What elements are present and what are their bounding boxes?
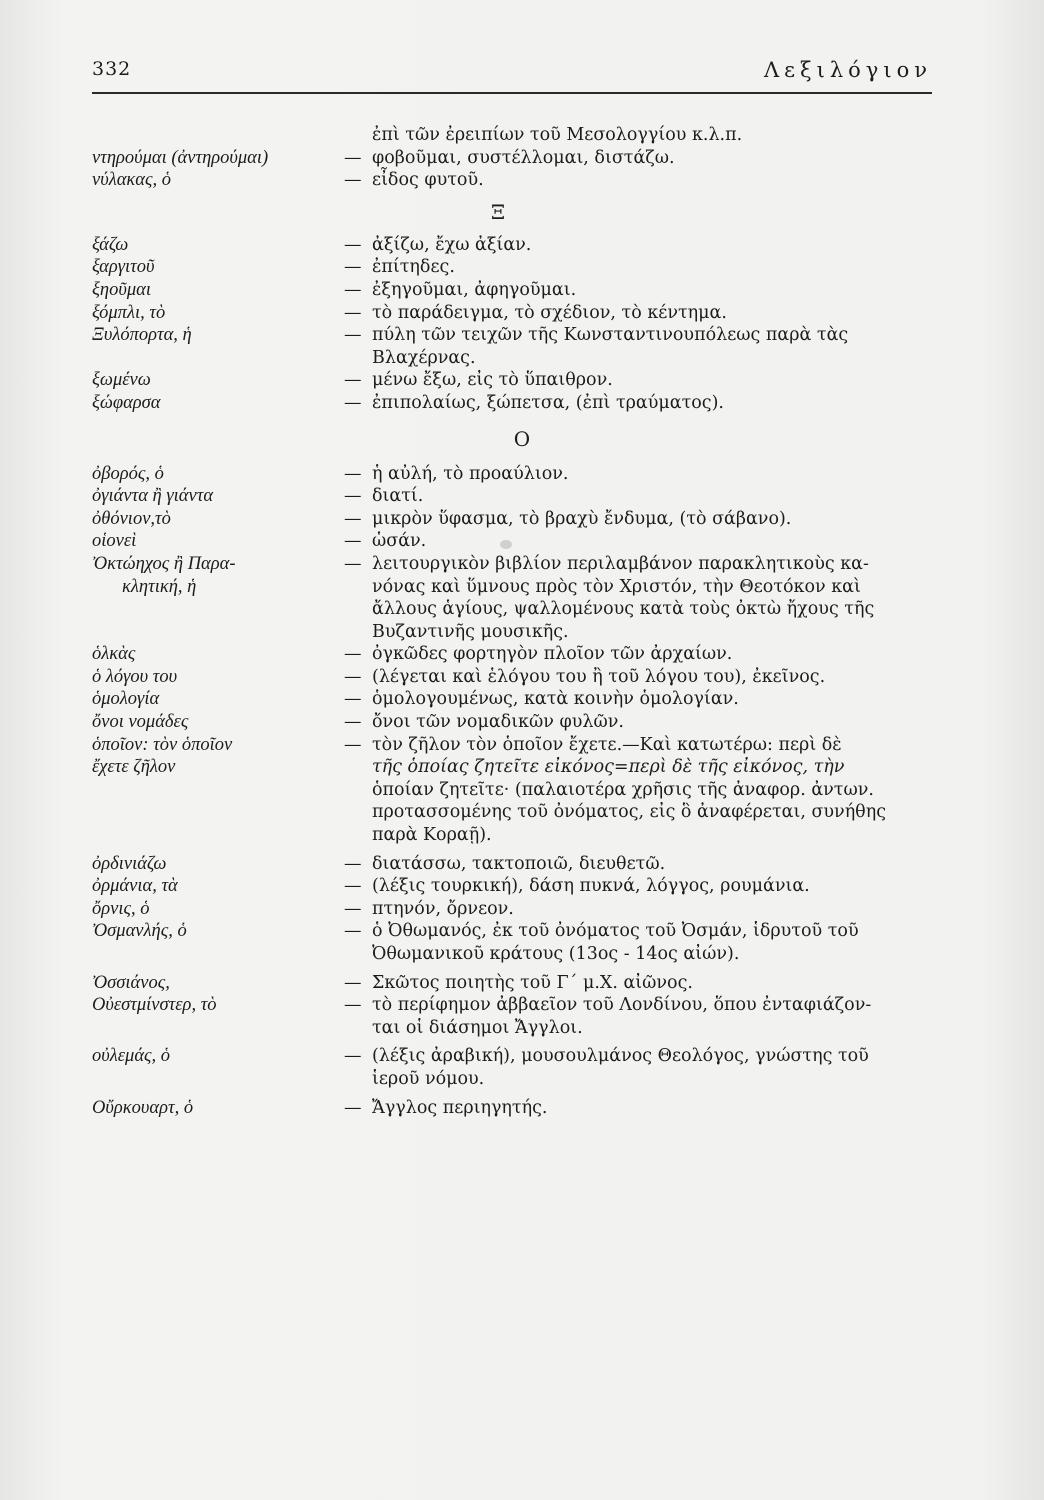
- headword: ὁμολογία: [92, 689, 160, 710]
- list-item: [0, 553, 1044, 576]
- definition-continuation: προτασσομένης τοῦ ὀνόματος, εἰς ὃ ἀναφέρεται, συνήθης: [372, 802, 886, 823]
- definition: πύλη τῶν τειχῶν τῆς Κωνσταντινουπόλεως παρὰ τὰς: [372, 325, 849, 346]
- definition: ὁμολογουμένως, κατὰ κοινὴν ὁμολογίαν.: [372, 689, 739, 710]
- headword: ξωμένω: [92, 370, 151, 391]
- list-item-continuation: [0, 943, 1044, 966]
- headword: ξαργιτοῦ: [92, 257, 155, 278]
- list-item-continuation: [0, 621, 1044, 644]
- headword: ὁποῖον: τὸν ὁποῖον: [92, 734, 233, 755]
- headword: Ὀσμανλής, ὁ: [92, 921, 187, 942]
- em-dash: —: [344, 234, 362, 255]
- definition-continuation: ὁποίαν ζητεῖτε· (παλαιοτέρα χρῆσις τῆς ἀναφορ. ἀντων.: [372, 779, 874, 800]
- section-letter-xi: Ξ: [490, 199, 506, 224]
- em-dash: —: [344, 644, 362, 665]
- definition-continuation: ἱεροῦ νόμου.: [372, 1068, 485, 1089]
- list-item-continuation: [0, 1068, 1044, 1091]
- em-dash: —: [344, 279, 362, 300]
- list-item: [0, 508, 1044, 531]
- em-dash: —: [344, 463, 362, 484]
- definition: (λέξις ἀραβική), μουσουλμάνος Θεολόγος, γνώστης τοῦ: [372, 1046, 869, 1067]
- list-item-continuation: [0, 347, 1044, 370]
- headword: οἱονεὶ: [92, 531, 137, 552]
- headword: Ὀκτώηχος ἢ Παρα-: [92, 553, 236, 574]
- definition: ἐπιπολαίως, ξώπετσα, (ἐπὶ τραύματος).: [372, 392, 724, 413]
- headword: ὀρδινιάζω: [92, 853, 167, 874]
- definition: Σκῶτος ποιητὴς τοῦ Γ΄ μ.Χ. αἰῶνος.: [372, 972, 693, 993]
- list-item: [0, 853, 1044, 876]
- headword: ξώφαρσα: [92, 392, 161, 413]
- em-dash: —: [344, 147, 362, 168]
- list-item-continuation: [0, 1017, 1044, 1040]
- em-dash: —: [344, 666, 362, 687]
- headword: Ξυλόπορτα, ἡ: [92, 325, 192, 346]
- list-item-continuation: [0, 779, 1044, 802]
- headword: Οὐεστμίνστερ, τὸ: [92, 995, 217, 1016]
- em-dash: —: [344, 486, 362, 507]
- list-item: [0, 920, 1044, 943]
- definition: ὁ Ὀθωμανός, ἐκ τοῦ ὀνόματος τοῦ Ὀσμάν, ἱδρυτοῦ τοῦ: [372, 921, 859, 942]
- definition: μικρὸν ὕφασμα, τὸ βραχὺ ἔνδυμα, (τὸ σάβανο).: [372, 508, 792, 529]
- em-dash: —: [344, 712, 362, 733]
- page-number: 332: [92, 58, 132, 80]
- headword: ὀρμάνια, τὰ: [92, 876, 178, 897]
- em-dash: —: [344, 1046, 362, 1067]
- em-dash: —: [344, 853, 362, 874]
- definition-continuation: ἄλλους ἁγίους, ψαλλομένους κατὰ τοὺς ὀκτὼ ἤχους τῆς: [372, 599, 875, 620]
- definition: μένω ἔξω, εἰς τὸ ὕπαιθρον.: [372, 370, 613, 391]
- definition: ἐπίτηδες.: [372, 257, 455, 278]
- definition: ἐξηγοῦμαι, ἀφηγοῦμαι.: [372, 279, 577, 300]
- headword: Οὔρκουαρτ, ὁ: [92, 1097, 194, 1118]
- definition-continuation: ται οἱ διάσημοι Ἄγγλοι.: [372, 1017, 583, 1038]
- list-item: [0, 1045, 1044, 1068]
- list-item: [0, 463, 1044, 486]
- list-item: [0, 124, 1044, 147]
- list-item: [0, 972, 1044, 995]
- definition-continuation: Βυζαντινῆς μουσικῆς.: [372, 621, 569, 642]
- list-item: [0, 875, 1044, 898]
- list-item: [0, 530, 1044, 553]
- em-dash: —: [344, 257, 362, 278]
- list-item: [0, 734, 1044, 757]
- headword: ὁ λόγου του: [92, 666, 178, 687]
- headword: ξόμπλι, τὸ: [92, 302, 166, 323]
- em-dash: —: [344, 689, 362, 710]
- em-dash: —: [344, 553, 362, 574]
- definition: (λέγεται καὶ ἑλόγου του ἢ τοῦ λόγου του), ἐκεῖνος.: [372, 666, 826, 687]
- list-item: [0, 643, 1044, 666]
- definition: ἀξίζω, ἔχω ἀξίαν.: [372, 234, 532, 255]
- em-dash: —: [344, 734, 362, 755]
- definition-continuation: τῆς ὁποίας ζητεῖτε εἰκόνος=περὶ δὲ τῆς εἰκόνος, τὴν: [372, 757, 845, 778]
- headword: ξάζω: [92, 234, 129, 255]
- list-item: [0, 711, 1044, 734]
- em-dash: —: [344, 876, 362, 897]
- definition: τὸν ζῆλον τὸν ὁποῖον ἔχετε.—Καὶ κατωτέρω: περὶ δὲ: [372, 734, 842, 755]
- headword: ντηρούμαι (ἀντηρούμαι): [92, 147, 269, 168]
- definition: τὸ παράδειγμα, τὸ σχέδιον, τὸ κέντημα.: [372, 302, 727, 323]
- definition-continuation: Ὀθωμανικοῦ κράτους (13ος - 14ος αἰών).: [372, 944, 740, 964]
- list-item: [0, 279, 1044, 302]
- definition-continuation: Βλαχέρνας.: [372, 347, 476, 368]
- section-heading-row: [0, 415, 1044, 457]
- definition: Ἄγγλος περιηγητής.: [372, 1097, 548, 1118]
- list-item: [0, 147, 1044, 170]
- em-dash: —: [344, 1097, 362, 1118]
- page-header: [92, 58, 932, 94]
- glossary-entries: [0, 124, 1044, 1119]
- list-item: [0, 169, 1044, 192]
- list-item: [0, 234, 1044, 257]
- em-dash: —: [344, 995, 362, 1016]
- definition: εἶδος φυτοῦ.: [372, 170, 484, 191]
- definition-continuation: παρὰ Κοραῇ).: [372, 825, 492, 846]
- definition: ὀγκῶδες φορτηγὸν πλοῖον τῶν ἀρχαίων.: [372, 644, 733, 665]
- headword: ὀβορός, ὁ: [92, 463, 164, 484]
- list-item: [0, 1097, 1044, 1120]
- list-item: [0, 688, 1044, 711]
- definition: (λέξις τουρκική), δάση πυκνά, λόγγος, ρουμάνια.: [372, 876, 810, 897]
- headword: Ὀσσιάνος,: [92, 972, 170, 993]
- em-dash: —: [344, 921, 362, 942]
- em-dash: —: [344, 302, 362, 323]
- list-item: [0, 485, 1044, 508]
- headword: οὐλεμάς, ὁ: [92, 1046, 171, 1067]
- list-item: [0, 392, 1044, 415]
- list-item: [0, 898, 1044, 921]
- definition: ὄνοι τῶν νομαδικῶν φυλῶν.: [372, 712, 624, 733]
- headword-continuation: ἔχετε ζῆλον: [92, 757, 176, 778]
- list-item: [0, 994, 1044, 1017]
- em-dash: —: [344, 898, 362, 919]
- headword: ξηοῦμαι: [92, 279, 151, 300]
- headword: ὄνοι νομάδες: [92, 712, 189, 733]
- list-item: [0, 324, 1044, 347]
- headword-continuation: κλητική, ἡ: [122, 576, 197, 597]
- list-item: [0, 302, 1044, 325]
- definition: τὸ περίφημον ἀββαεῖον τοῦ Λονδίνου, ὅπου ἐνταφιάζον-: [372, 995, 872, 1016]
- definition: πτηνόν, ὄρνεον.: [372, 898, 514, 919]
- list-item-continuation: [0, 756, 1044, 779]
- list-item-continuation: [0, 598, 1044, 621]
- headword: ὄρνις, ὁ: [92, 898, 150, 919]
- definition: λειτουργικὸν βιβλίον περιλαμβάνον παρακλητικοὺς κα-: [372, 553, 869, 574]
- headword: ὀγιάντα ἢ γιάντα: [92, 486, 214, 507]
- headword: ὀθόνιον,τὸ: [92, 508, 171, 529]
- definition: ἐπὶ τῶν ἐρειπίων τοῦ Μεσολογγίου κ.λ.π.: [372, 125, 743, 145]
- definition: διατάσσω, τακτοποιῶ, διευθετῶ.: [372, 853, 666, 874]
- list-item-continuation: [0, 824, 1044, 847]
- em-dash: —: [344, 972, 362, 993]
- em-dash: —: [344, 392, 362, 413]
- definition: ἡ αὐλή, τὸ προαύλιον.: [372, 463, 569, 484]
- definition: ὡσάν.: [372, 531, 427, 552]
- section-letter-omicron: Ο: [513, 426, 531, 451]
- running-title: Λεξιλόγιον: [764, 58, 932, 82]
- em-dash: —: [344, 325, 362, 346]
- list-item: [0, 666, 1044, 689]
- headword: νύλακας, ὁ: [92, 170, 172, 191]
- section-heading-row: [0, 192, 1044, 228]
- list-item: [0, 369, 1044, 392]
- em-dash: —: [344, 531, 362, 552]
- em-dash: —: [344, 170, 362, 191]
- list-item-continuation: [0, 576, 1044, 599]
- definition: διατί.: [372, 486, 424, 507]
- em-dash: —: [344, 508, 362, 529]
- list-item: [0, 256, 1044, 279]
- definition: φοβοῦμαι, συστέλλομαι, διστάζω.: [372, 147, 675, 168]
- definition-continuation: νόνας καὶ ὕμνους πρὸς τὸν Χριστόν, τὴν Θεοτόκον καὶ: [372, 576, 861, 597]
- em-dash: —: [344, 370, 362, 391]
- list-item-continuation: [0, 801, 1044, 824]
- headword: ὁλκὰς: [92, 644, 136, 665]
